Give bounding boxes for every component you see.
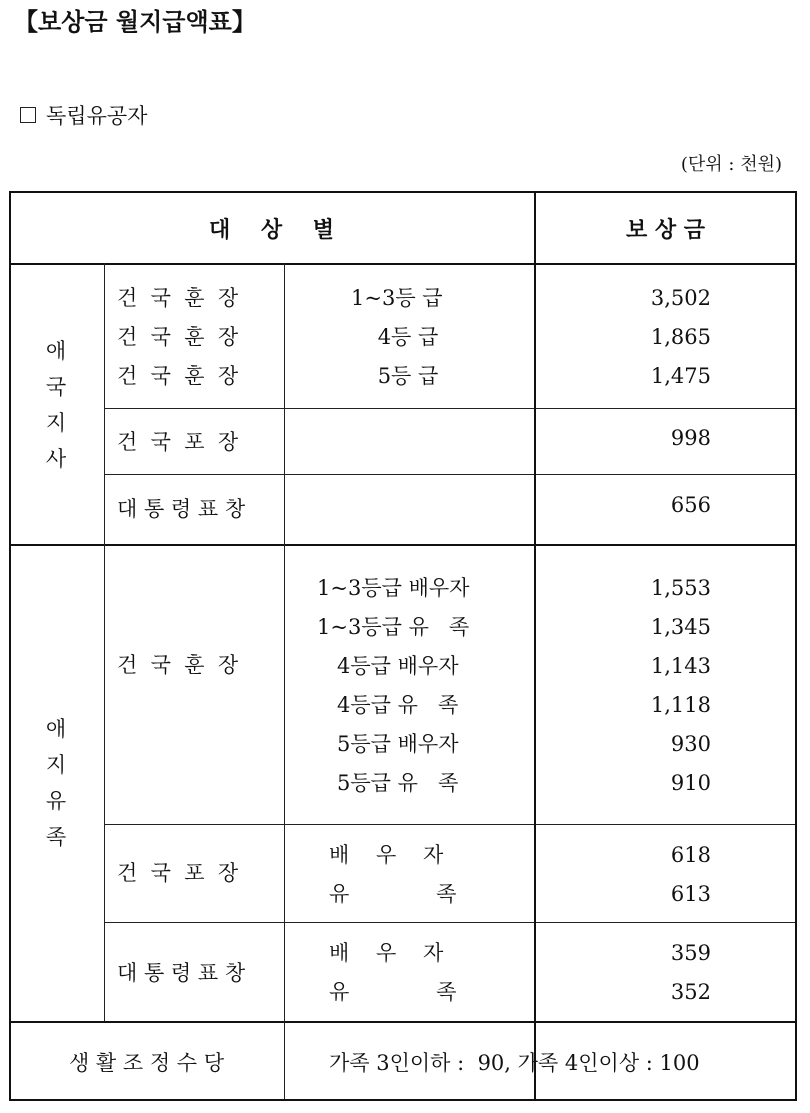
group-divider xyxy=(9,544,797,546)
award-name: 건 국 훈 장 건 국 훈 장 건 국 훈 장 xyxy=(117,286,239,388)
amount-list: 359 352 xyxy=(670,941,711,1004)
grade-list: 배 우 자 유 족 xyxy=(329,843,457,906)
grade-list: 배 우 자 유 족 xyxy=(329,941,457,1004)
award-name: 건 국 포 장 xyxy=(117,430,239,454)
table-border-bottom xyxy=(9,1099,797,1101)
checkbox-icon xyxy=(20,107,36,123)
row-divider xyxy=(104,408,797,409)
amount-value: 656 xyxy=(670,493,711,517)
award-name: 대 통 령 표 창 xyxy=(117,497,246,521)
footer-value: 가족 3인이하 : 90, 가족 4인이상 : 100 xyxy=(329,1051,700,1075)
compensation-table xyxy=(9,191,797,1101)
row-divider xyxy=(104,824,797,825)
table-border-top xyxy=(9,191,797,193)
amount-value: 998 xyxy=(670,426,711,450)
amount-list: 3,502 1,865 1,475 xyxy=(650,286,711,388)
grade-list: 1~3등 급 4등 급 5등 급 xyxy=(351,286,443,388)
amount-list: 618 613 xyxy=(670,843,711,906)
grade-column-divider xyxy=(284,263,285,1099)
row-divider xyxy=(104,474,797,475)
grade-list: 1~3등급 배우자 1~3등급 유 족 4등급 배우자 4등급 유 족 5등급 배우자 5등급 유 족 xyxy=(317,576,470,795)
amount-column-divider xyxy=(534,191,536,1101)
award-name: 건 국 훈 장 xyxy=(117,653,239,677)
group-divider xyxy=(9,1021,797,1023)
page-title: 【보상금 월지급액표】 xyxy=(14,7,256,36)
table-border-right xyxy=(795,191,797,1101)
header-separator xyxy=(9,263,797,265)
header-amount: 보 상 금 xyxy=(625,217,706,243)
section-label: 독립유공자 xyxy=(46,104,148,128)
section-heading xyxy=(20,100,147,130)
group-label-bereaved: 애 지 유 족 xyxy=(45,717,67,849)
row-divider xyxy=(104,922,797,923)
footer-label: 생 활 조 정 수 당 xyxy=(68,1051,225,1075)
amount-list: 1,553 1,345 1,143 1,118 930 910 xyxy=(650,576,711,795)
award-name: 건 국 포 장 xyxy=(117,861,239,885)
award-name: 대 통 령 표 창 xyxy=(117,961,246,985)
table-border-left xyxy=(9,191,11,1101)
group-column-divider xyxy=(104,263,105,1021)
unit-note: (단위 : 천원) xyxy=(680,154,782,175)
header-target: 대 상 별 xyxy=(208,217,335,243)
group-label-patriot: 애 국 지 사 xyxy=(45,339,67,471)
